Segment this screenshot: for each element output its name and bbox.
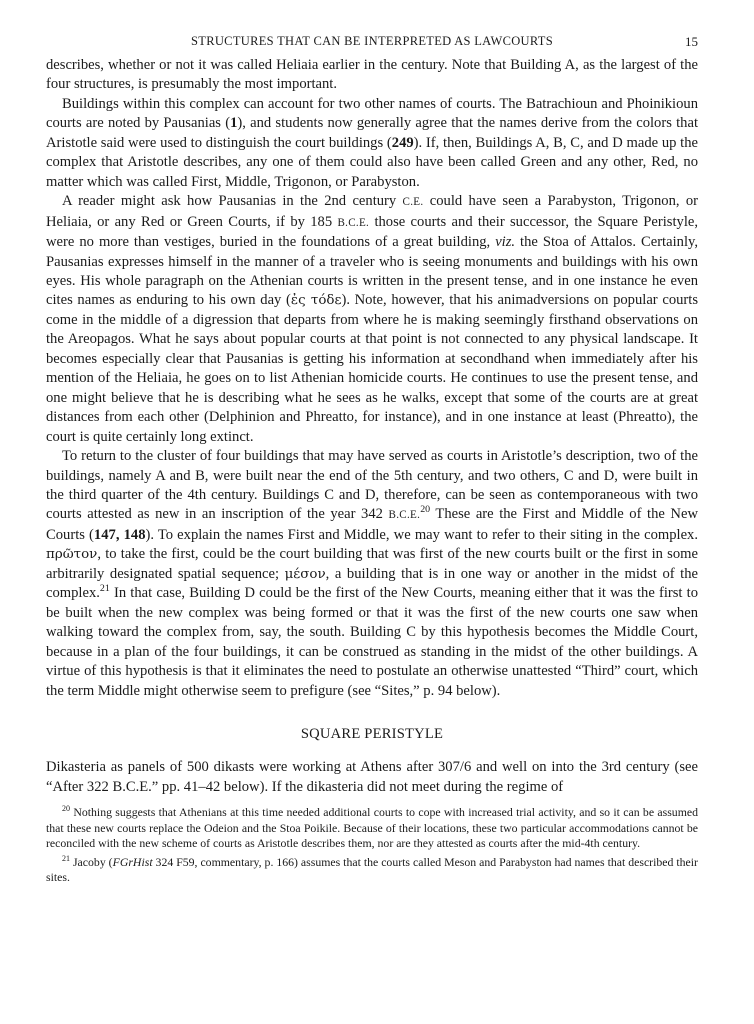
text-run: could have seen a Parabyston, Trigonon, or Heliaia, or any Red or Green Courts, if by 185 bbox=[46, 193, 699, 230]
text-run: ), and students now generally agree that the names derive from the colors that Aristotle said were used to distinguish the court buildings ( bbox=[46, 115, 699, 151]
footnote-number: 20 bbox=[62, 804, 71, 814]
footnote-ref-20[interactable]: 20 bbox=[420, 504, 431, 516]
running-title: STRUCTURES THAT CAN BE INTERPRETED AS LAWCOURTS bbox=[191, 34, 553, 48]
source-ref: 148 bbox=[123, 526, 146, 543]
footnote-text: Jacoby ( bbox=[70, 854, 113, 869]
text-run: To return to the cluster of four buildings that may have served as courts in Aristotle’s description, two of the buildings, namely A and B, were built near the end of the 5th century, and two others, C and D, were built in the third quarter of the 4th century. Buildings C and D, therefore, can be seen as contemporaneous with two courts attested as new in an inscription of the year 342 bbox=[46, 448, 698, 523]
era-abbrev: B.C.E. bbox=[337, 216, 370, 229]
citation-title: FGrHist bbox=[112, 854, 153, 869]
paragraph-4 bbox=[46, 447, 698, 701]
paragraph-text: Dikasteria as panels of 500 dikasts were working at Athens after 307/6 and well on into the 3rd century (see “After 322 B.C.E.” pp. 41–42 below). If the dikasteria did not meet during the regime of bbox=[46, 759, 698, 795]
italic-viz: viz. bbox=[495, 234, 516, 251]
paragraph-1 bbox=[46, 56, 698, 95]
footnote-text: 324 F59, commentary, p. 166) assumes that the courts called Meson and Parabyston had names that described their sites. bbox=[46, 854, 698, 884]
greek-phrase: ἐς τόδε bbox=[290, 293, 342, 309]
text-run: These are the First and Middle of the New Courts ( bbox=[46, 506, 698, 543]
source-ref: 147 bbox=[93, 526, 116, 543]
paragraph-text: describes, whether or not it was called Heliaia earlier in the century. Note that Building A, as the largest of the four structures, is presumably the most important. bbox=[46, 57, 698, 93]
footnote-number: 21 bbox=[62, 853, 71, 863]
text-run: the Stoa of Attalos. Certainly, Pausanias expresses himself in the manner of a traveler who is seeing monuments and buildings with his own eyes. His whole paragraph on the Athenian courts is written in the present tense, and in one instance he even cites names as enduring to his own day ( bbox=[46, 234, 698, 309]
footnotes bbox=[46, 805, 698, 885]
book-page bbox=[46, 34, 698, 885]
text-run: , to take the first, could be the court building that was first of the new courts built or the first in some arbitrarily designated spatial sequence; bbox=[46, 546, 698, 582]
text-run: those courts and their successor, the Square Peristyle, were no more than vestiges, buried in the foundations of a great building, bbox=[46, 213, 698, 251]
footnote-text: Nothing suggests that Athenians at this time needed additional courts to cope with increased trial activity, and so it can be assumed that these new courts replace the Odeion and the Stoa Poikile. Because of their locations, these two particular accommodations cannot be reconciled with the new scheme of courts as Aristotle describes them, nor are they attested as courts after the mid-4th century. bbox=[46, 805, 698, 851]
page-number: 15 bbox=[685, 34, 698, 49]
era-abbrev: C.E. bbox=[402, 196, 424, 209]
text-run: Buildings within this complex can account for two other names of courts. The Batrachioun and Phoinikioun courts are noted by Pausanias ( bbox=[46, 95, 698, 132]
text-run: ). Note, however, that his animadversions on popular courts come in the middle of a digression that departs from where he is making seemingly firsthand observations on the Areopagos. What he says about popular courts at that point is not connected to any physical landscape. It becomes especially clear that Pausanias is getting his information at secondhand when immediately after his mention of the Heliaia, he goes on to list Athenian homicide courts. He continues to use the present tense, and one might believe that he is describing what he sees as he walks, except that some of the courts are at great distances from each other (Delphinion and Phreatto, for instance), and in one instance at least (Phreatto), the court is quite certainly long extinct. bbox=[46, 292, 699, 445]
text-run: , a building that is in one way or another in the midst of the complex. bbox=[46, 565, 698, 602]
footnote-20 bbox=[46, 805, 698, 851]
main-text bbox=[46, 56, 698, 797]
footnote-21 bbox=[46, 855, 698, 886]
paragraph-5 bbox=[46, 758, 698, 797]
text-run: ). If, then, Buildings A, B, C, and D made up the complex that Aristotle describes, any one of them could also have been called Green and any other, Red, no matter which was called First, Middle, Trigonon, or Parabyston. bbox=[46, 134, 698, 190]
section-heading: SQUARE PERISTYLE bbox=[300, 725, 444, 742]
paragraph-3 bbox=[46, 192, 698, 447]
text-run: ). To explain the names First and Middle, we may want to refer to their siting in the complex. bbox=[145, 526, 698, 543]
footnote-ref-21[interactable]: 21 bbox=[99, 583, 110, 595]
source-ref: 1 bbox=[230, 115, 238, 132]
paragraph-2 bbox=[46, 95, 698, 192]
text-run: A reader might ask how Pausanias in the 2nd century bbox=[62, 193, 403, 210]
text-run: In that case, Building D could be the first of the New Courts, meaning either that it was the first to be built when the new complex was being formed or that it was the first of the new courts one saw when walking toward the complex from, say, the south. Building C by this hypothesis becomes the Middle Court, because in a plan of the four buildings, it can be construed as standing in the midst of the other buildings. A virtue of this hypothesis is that it eliminates the need to postulate an otherwise unattested “Third” court, which the term Middle might otherwise seem to prefigure (see “Sites,” p. 94 below). bbox=[46, 585, 698, 699]
greek-word: μέσον bbox=[284, 566, 326, 582]
source-ref-separator: , bbox=[115, 526, 124, 543]
greek-word: πρῶτον bbox=[46, 547, 98, 563]
source-ref: 249 bbox=[391, 134, 414, 151]
era-abbrev: B.C.E. bbox=[388, 509, 421, 522]
running-head bbox=[46, 34, 698, 56]
